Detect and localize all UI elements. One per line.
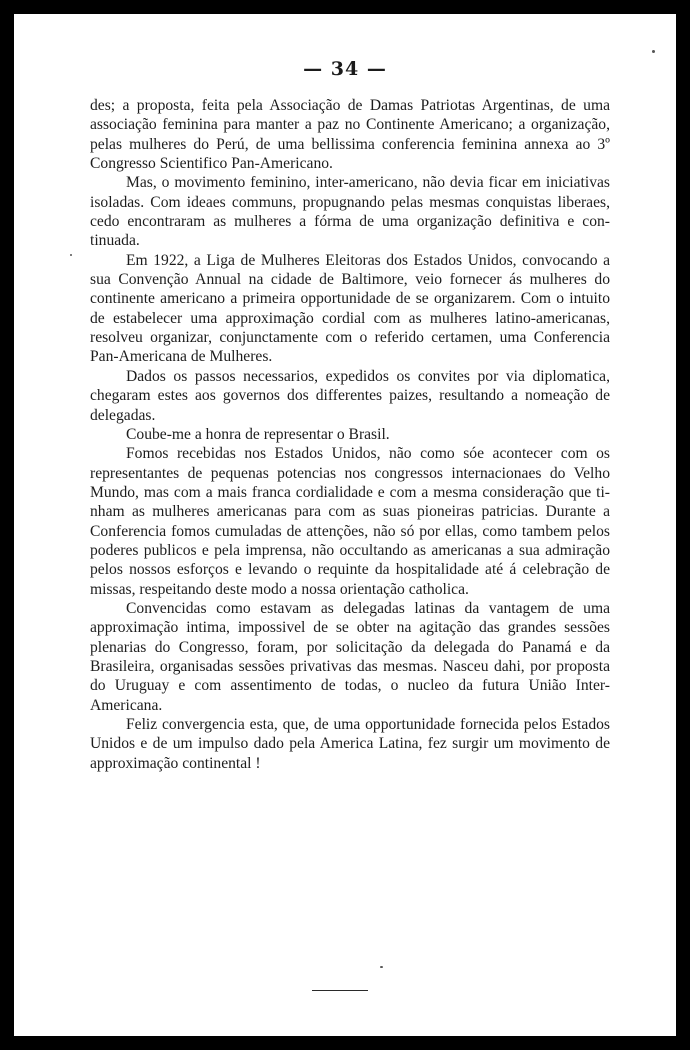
ink-speck xyxy=(380,966,383,968)
paragraph: Em 1922, a Liga de Mulheres Eleitoras dos Estados Unidos, convocando a sua Convenção Annual na cidade de Baltimore, veio fornecer ás mulheres do continente americano a primeira opportunidade de se organizarem. Com o intuito de estabelecer uma approximação cordial com as mulheres latino-americanas, resolveu organizar, conjunctamente com o referido certamen, uma Conferencia Pan-Americana de Mulheres. xyxy=(90,251,610,366)
body-text xyxy=(90,96,610,773)
ink-speck xyxy=(652,50,655,53)
paragraph-continuation: des; a proposta, feita pela Associação de Damas Patriotas Argentinas, de uma associação feminina para manter a paz no Continente Americano; a organização, pelas mulheres do Perú, de uma bellissima conferencia feminina annexa ao 3º Congresso Scientifico Pan-Americano. xyxy=(90,97,610,173)
paragraph: Dados os passos necessarios, expedidos os convites por via diplomatica, chegaram estes aos governos dos differentes paizes, resultando a nomeação de delegadas. xyxy=(90,367,610,424)
paragraph: Convencidas como estavam as delegadas latinas da vantagem de uma approximação intima, impossivel de se obter na agitação das grandes sessões plenarias do Congresso, foram, por solicitação da delegada do Panamá e da Brasileira, organisadas sessões privativas das mesmas. Nasceu dahi, por proposta do Uruguay e com assentimento de todas, o nucleo da futura União Inter-Americana. xyxy=(90,599,610,714)
paragraph: Coube-me a honra de representar o Brasil. xyxy=(126,425,390,443)
paragraph: Mas, o movimento feminino, inter-americano, não devia ficar em iniciativas isoladas. Com ideaes communs, propugnando pelas mesmas conquistas liberaes, cedo encontraram as mulheres a fórma de uma organização definitiva e continuada. xyxy=(90,174,610,250)
paragraph: Feliz convergencia esta, que, de uma opportunidade fornecida pelos Estados Unidos e de um impulso dado pela America Latina, fez surgir um movimento de approximação continental ! xyxy=(90,716,610,772)
paragraph: Fomos recebidas nos Estados Unidos, não como sóe acontecer com os representantes de pequenas potencias nos congressos internacionaes do Velho Mundo, mas com a mais franca cordialidade e com a mesma consideração que tinham as mulheres americanas para com as suas pioneiras patricias. Durante a Conferencia fomos cumuladas de attenções, não só por ellas, como tambem pelos poderes publicos e pela imprensa, não occultando as americanas a sua admiração pelos nossos esforços e levando o requinte da hospitalidade até á celebração de missas, respeitando deste modo a nossa orientação catholica. xyxy=(90,445,610,598)
book-page xyxy=(14,14,676,1036)
end-rule xyxy=(312,990,368,991)
ink-speck xyxy=(70,254,72,256)
page-number: — 34 — xyxy=(303,58,387,80)
